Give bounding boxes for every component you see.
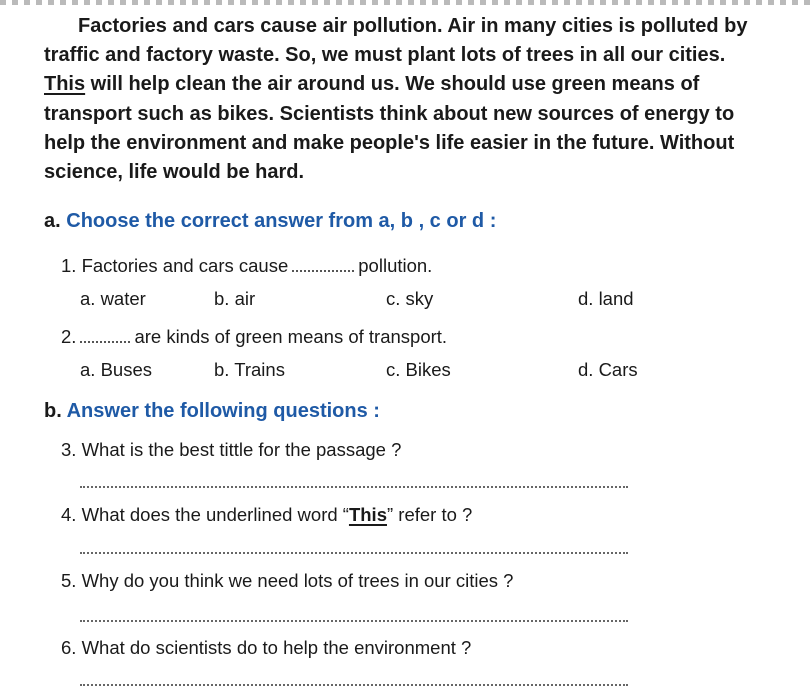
question-number: 2. xyxy=(61,326,77,347)
answer-line-3[interactable] xyxy=(80,486,628,488)
question-text-after: pollution. xyxy=(358,255,433,276)
question-6: 6. What do scientists do to help the environment ? xyxy=(61,637,472,658)
passage-line: traffic and factory waste. So, we must plant lots of trees in all our cities. xyxy=(44,44,726,67)
question-text-before: 4. What does the underlined word “ xyxy=(61,504,349,525)
question-3: 3. What is the best tittle for the passage ? xyxy=(61,439,402,460)
option-1b[interactable]: b. air xyxy=(214,288,256,309)
option-2c[interactable]: c. Bikes xyxy=(386,359,451,380)
question-2 xyxy=(61,326,447,348)
passage-line: transport such as bikes. Scientists think about new sources of energy to xyxy=(44,102,735,125)
passage-line: Factories and cars cause air pollution. Air in many cities is polluted by xyxy=(78,15,748,37)
option-1d[interactable]: d. land xyxy=(578,288,634,309)
option-1a[interactable]: a. water xyxy=(80,288,146,309)
fill-in-blank[interactable] xyxy=(80,340,130,343)
underlined-word-this: This xyxy=(348,504,387,525)
question-text-after: ” refer to ? xyxy=(386,504,473,525)
section-a-heading xyxy=(44,210,496,233)
option-2b[interactable]: b. Trains xyxy=(214,359,285,380)
question-4 xyxy=(61,504,472,526)
question-number: 1. xyxy=(61,255,77,276)
section-a-title: Choose the correct answer from a, b , c or d : xyxy=(66,210,497,232)
underlined-word-this: This xyxy=(44,73,86,96)
answer-line-4[interactable] xyxy=(80,552,628,554)
passage-line: science, life would be hard. xyxy=(44,161,305,184)
question-5: 5. Why do you think we need lots of trees in our cities ? xyxy=(61,570,514,591)
passage-line xyxy=(44,70,784,99)
question-1 xyxy=(61,255,432,277)
top-edge-decoration xyxy=(0,0,811,5)
passage-line-rest: will help clean the air around us. We should use green means of xyxy=(85,73,700,96)
reading-passage xyxy=(44,12,784,187)
option-2d[interactable]: d. Cars xyxy=(578,359,638,380)
fill-in-blank[interactable] xyxy=(292,269,354,272)
passage-line: help the environment and make people's life easier in the future. Without xyxy=(44,131,735,154)
answer-line-6[interactable] xyxy=(80,684,628,686)
section-b-marker: b. xyxy=(44,400,62,422)
section-a-marker: a. xyxy=(44,210,61,232)
section-b-heading xyxy=(44,400,380,423)
answer-line-5[interactable] xyxy=(80,620,628,622)
option-2a[interactable]: a. Buses xyxy=(80,359,152,380)
option-1c[interactable]: c. sky xyxy=(386,288,434,309)
question-text-before: Factories and cars cause xyxy=(81,255,289,276)
section-b-title: Answer the following questions : xyxy=(66,400,380,422)
question-text-after: are kinds of green means of transport. xyxy=(134,326,448,347)
